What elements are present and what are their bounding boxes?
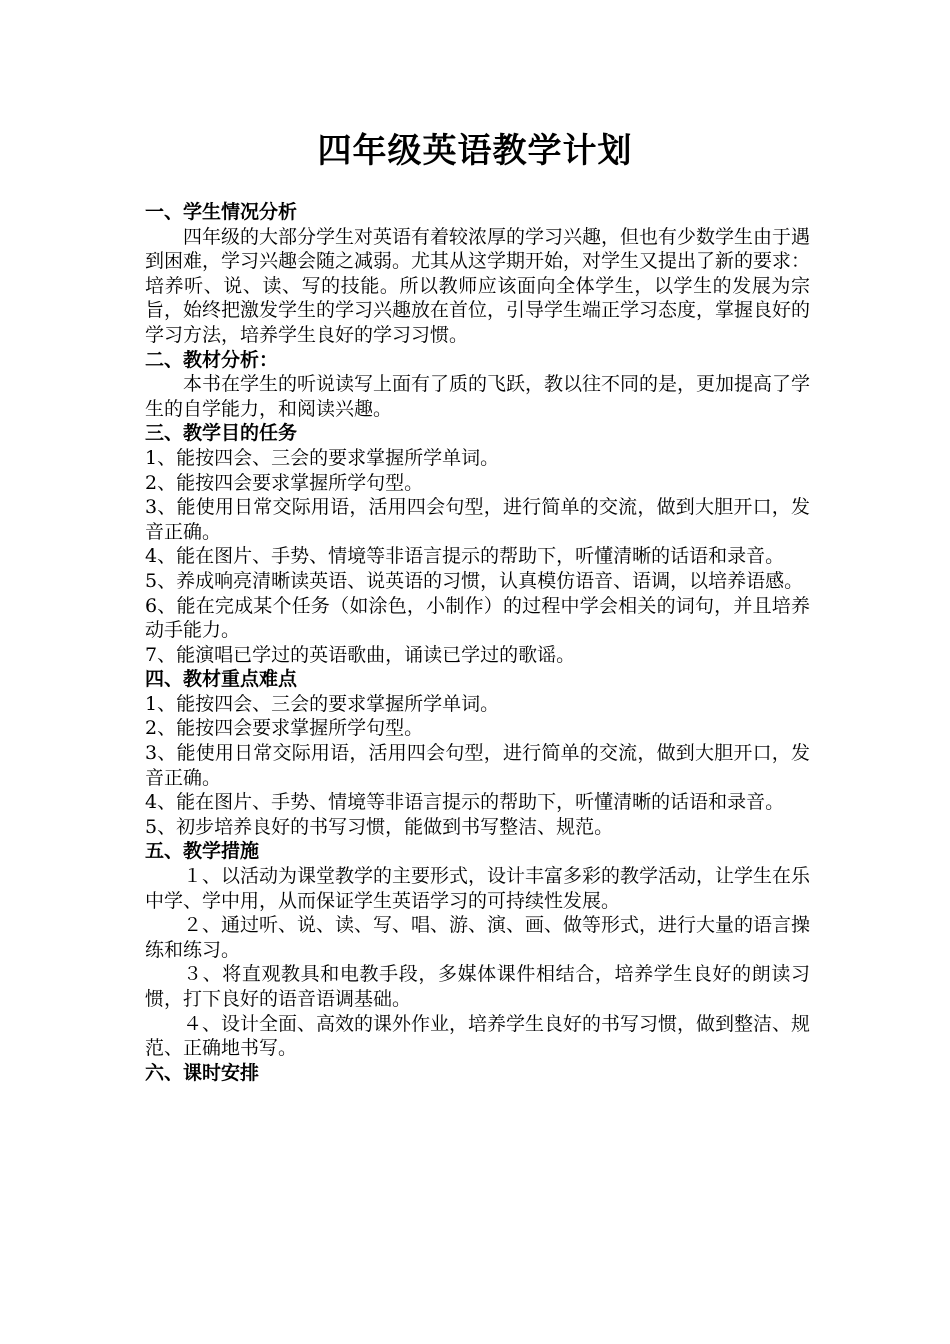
section-heading: 六、课时安排 <box>145 1061 260 1084</box>
list-item: 2、能按四会要求掌握所学句型。 <box>145 717 424 740</box>
paragraph: 四年级的大部分学生对英语有着较浓厚的学习兴趣，但也有少数学生由于遇到困难，学习兴趣会随之减弱。尤其从这学期开始，对学生又提出了新的要求：培养听、说、读、写的技能。所以教师应该面向全体学生，以学生的发展为宗旨，始终把激发学生的学习兴趣放在首位，引导学生端正学习态度，掌握良好的学习方法，培养学生良好的学习习惯。 <box>145 225 811 346</box>
document-title: 四年级英语教学计划 <box>317 131 633 171</box>
section-heading: 三、教学目的任务 <box>145 422 298 445</box>
list-item: 5、养成响亮清晰读英语、说英语的习惯，认真模仿语音、语调，以培养语感。 <box>145 569 804 592</box>
section-heading: 一、学生情况分析 <box>145 201 298 223</box>
section-heading: 五、教学措施 <box>145 840 260 863</box>
paragraph: 本书在学生的听说读写上面有了质的飞跃，教以往不同的是，更加提高了学生的自学能力，和阅读兴趣。 <box>145 373 811 420</box>
list-item: 1、能按四会、三会的要求掌握所学单词。 <box>145 692 500 715</box>
list-item: 3、能使用日常交际用语，活用四会句型，进行简单的交流，做到大胆开口，发音正确。 <box>145 496 810 543</box>
document-body <box>145 200 810 1085</box>
list-item: 7、能演唱已学过的英语歌曲，诵读已学过的歌谣。 <box>145 643 576 666</box>
list-item: 4、能在图片、手势、情境等非语言提示的帮助下，听懂清晰的话语和录音。 <box>145 545 785 568</box>
list-item: 4、能在图片、手势、情境等非语言提示的帮助下，听懂清晰的话语和录音。 <box>145 791 785 814</box>
list-item: 5、初步培养良好的书写习惯，能做到书写整洁、规范。 <box>145 815 614 838</box>
list-item: 6、能在完成某个任务（如涂色，小制作）的过程中学会相关的词句，并且培养动手能力。 <box>145 594 810 642</box>
paragraph: ３、将直观教具和电教手段，多媒体课件相结合，培养学生良好的朗读习惯，打下良好的语音语调基础。 <box>145 963 810 1010</box>
paragraph: ４、设计全面、高效的课外作业，培养学生良好的书写习惯，做到整洁、规范、正确地书写。 <box>145 1012 811 1060</box>
paragraph: ２、通过听、说、读、写、唱、游、演、画、做等形式，进行大量的语言操练和练习。 <box>145 914 811 961</box>
list-item: 2、能按四会要求掌握所学句型。 <box>145 471 424 494</box>
list-item: 1、能按四会、三会的要求掌握所学单词。 <box>145 446 500 469</box>
paragraph: １、以活动为课堂教学的主要形式，设计丰富多彩的教学活动，让学生在乐中学、学中用，从而保证学生英语学习的可持续性发展。 <box>145 865 811 912</box>
section-heading: 四、教材重点难点 <box>145 668 298 691</box>
list-item: 3、能使用日常交际用语，活用四会句型，进行简单的交流，做到大胆开口，发音正确。 <box>145 742 810 789</box>
section-heading: 二、教材分析： <box>145 348 279 371</box>
